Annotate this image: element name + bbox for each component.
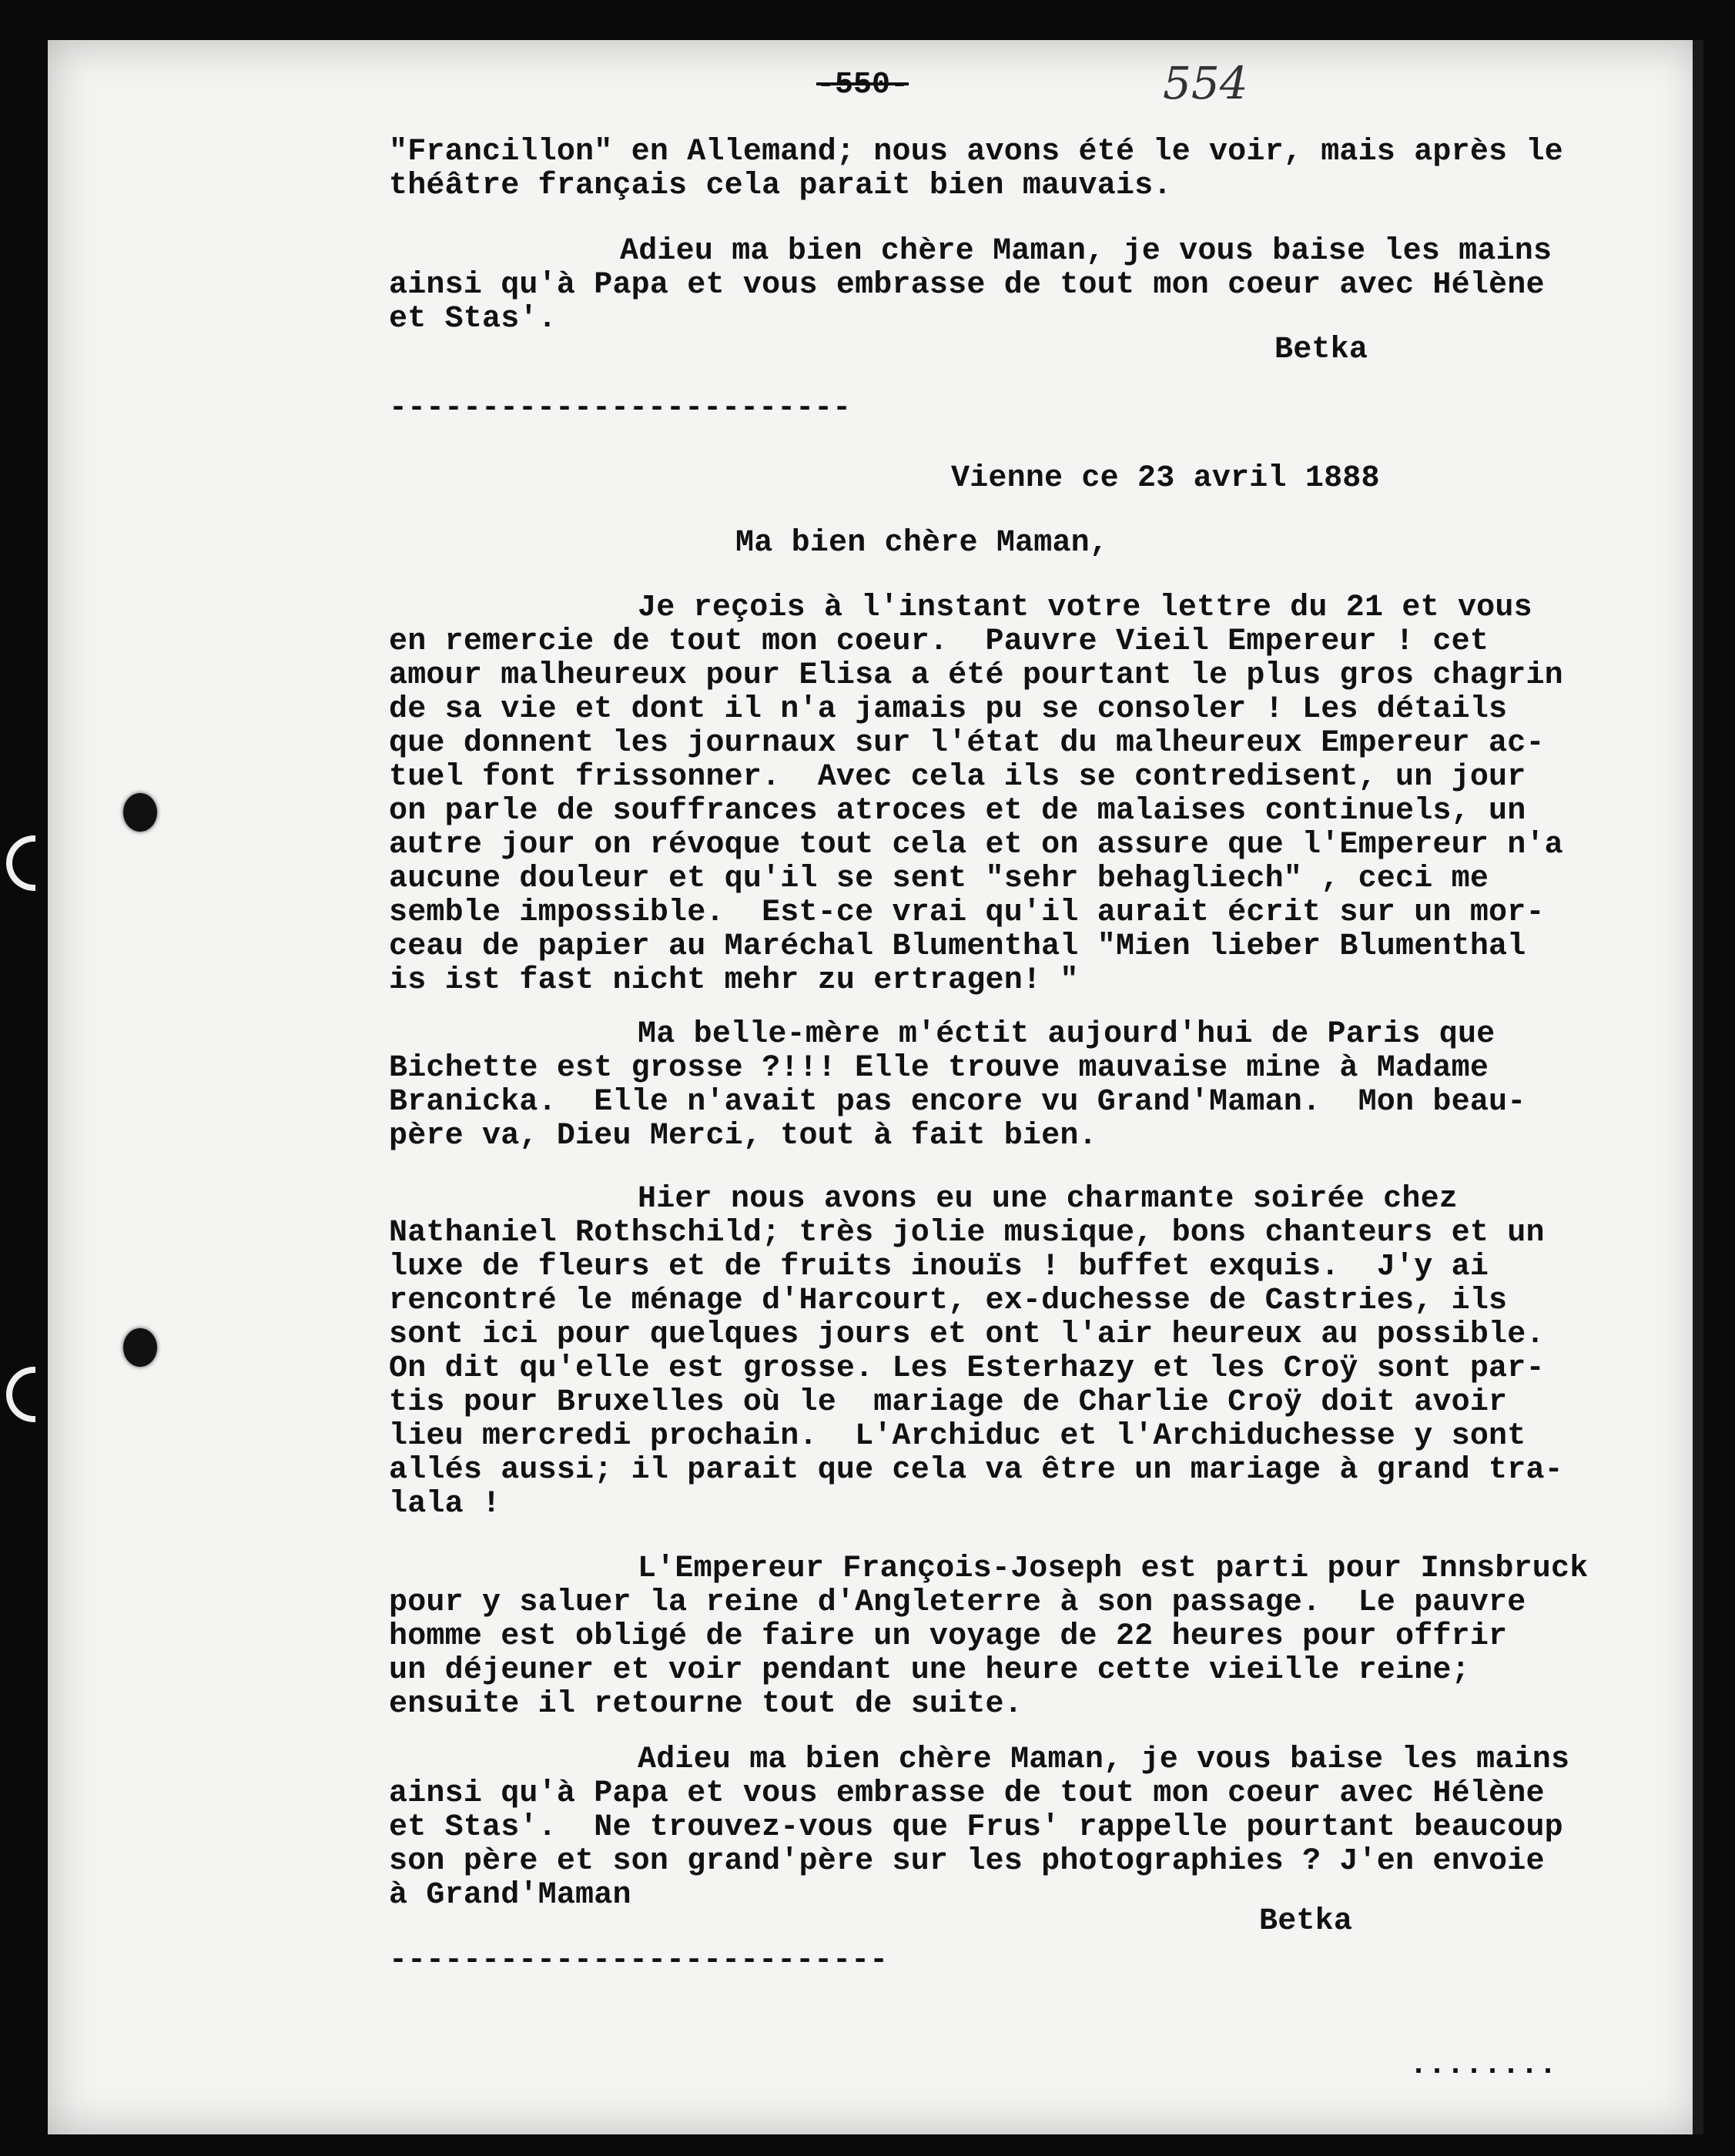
text-line: théâtre français cela parait bien mauvais.: [389, 169, 1172, 203]
text-line: en remercie de tout mon coeur. Pauvre Vieil Empereur ! cet: [389, 624, 1489, 659]
text-line: "Francillon" en Allemand; nous avons été le voir, mais après le: [389, 135, 1563, 169]
text-line: Adieu ma bien chère Maman, je vous baise les mains: [620, 234, 1552, 269]
text-line: Branicka. Elle n'avait pas encore vu Grand'Maman. Mon beau-: [389, 1085, 1526, 1120]
text-line: luxe de fleurs et de fruits inouïs ! buffet exquis. J'y ai: [389, 1250, 1489, 1284]
text-line: que donnent les journaux sur l'état du malheureux Empereur ac-: [389, 726, 1545, 761]
salutation: Ma bien chère Maman,: [735, 526, 1109, 561]
text-line: sont ici pour quelques jours et ont l'air heureux au possible.: [389, 1317, 1545, 1352]
text-line: ainsi qu'à Papa et vous embrasse de tout mon coeur avec Hélène: [389, 1776, 1545, 1811]
text-line: à Grand'Maman: [389, 1878, 631, 1913]
handwritten-page-number: 554: [1163, 57, 1248, 109]
text-line: Hier nous avons eu une charmante soirée chez: [638, 1182, 1458, 1217]
signature: Betka: [1274, 333, 1368, 367]
text-line: père va, Dieu Merci, tout à fait bien.: [389, 1119, 1097, 1153]
text-line: son père et son grand'père sur les photographies ? J'en envoie: [389, 1844, 1545, 1879]
footer-dots: ........: [1409, 2048, 1558, 2083]
text-line: de sa vie et dont il n'a jamais pu se consoler ! Les détails: [389, 692, 1508, 727]
text-line: Bichette est grosse ?!!! Elle trouve mauvaise mine à Madame: [389, 1051, 1489, 1086]
text-line: On dit qu'elle est grosse. Les Esterhazy et les Croÿ sont par-: [389, 1351, 1545, 1386]
page-edge: [1693, 40, 1703, 2134]
page-number: -550-: [816, 68, 909, 102]
text-line: tis pour Bruxelles où le mariage de Charlie Croÿ doit avoir: [389, 1385, 1508, 1420]
text-line: homme est obligé de faire un voyage de 22 heures pour offrir: [389, 1619, 1508, 1654]
text-line: allés aussi; il parait que cela va être un mariage à grand tra-: [389, 1453, 1563, 1488]
signature: Betka: [1259, 1904, 1353, 1939]
punch-hole-top: [123, 793, 157, 832]
text-line: un déjeuner et voir pendant une heure cette vieille reine;: [389, 1653, 1470, 1688]
text-line: tuel font frissonner. Avec cela ils se contredisent, un jour: [389, 760, 1526, 795]
text-line: et Stas'.: [389, 302, 557, 336]
text-line: Je reçois à l'instant votre lettre du 21 et vous: [638, 591, 1532, 625]
text-line: semble impossible. Est-ce vrai qu'il aurait écrit sur un mor-: [389, 896, 1545, 930]
text-line: autre jour on révoque tout cela et on assure que l'Empereur n'a: [389, 828, 1563, 862]
text-line: is ist fast nicht mehr zu ertragen! ": [389, 963, 1079, 998]
text-line: lala !: [389, 1487, 501, 1522]
text-line: on parle de souffrances atroces et de malaises continuels, un: [389, 794, 1526, 829]
dateline: Vienne ce 23 avril 1888: [951, 461, 1380, 496]
text-line: et Stas'. Ne trouvez-vous que Frus' rappelle pourtant beaucoup: [389, 1810, 1563, 1845]
text-line: Ma belle-mère m'éctit aujourd'hui de Paris que: [638, 1017, 1496, 1052]
separator-line-bottom: ---------------------------: [389, 1943, 889, 1978]
separator-line: -------------------------: [389, 391, 852, 426]
text-line: pour y saluer la reine d'Angleterre à son passage. Le pauvre: [389, 1585, 1526, 1620]
text-line: rencontré le ménage d'Harcourt, ex-duchesse de Castries, ils: [389, 1284, 1508, 1318]
punch-hole-bottom: [123, 1328, 157, 1367]
text-line: Adieu ma bien chère Maman, je vous baise les mains: [638, 1743, 1570, 1777]
text-line: Nathaniel Rothschild; très jolie musique, bons chanteurs et un: [389, 1216, 1545, 1250]
text-line: ainsi qu'à Papa et vous embrasse de tout mon coeur avec Hélène: [389, 268, 1545, 303]
text-line: L'Empereur François-Joseph est parti pour Innsbruck: [638, 1552, 1589, 1586]
text-line: lieu mercredi prochain. L'Archiduc et l'Archiduchesse y sont: [389, 1419, 1526, 1454]
text-line: aucune douleur et qu'il se sent "sehr behagliech" , ceci me: [389, 862, 1489, 896]
text-line: ensuite il retourne tout de suite.: [389, 1687, 1023, 1722]
text-line: ceau de papier au Maréchal Blumenthal "Mien lieber Blumenthal: [389, 929, 1526, 964]
text-line: amour malheureux pour Elisa a été pourtant le plus gros chagrin: [389, 658, 1563, 693]
